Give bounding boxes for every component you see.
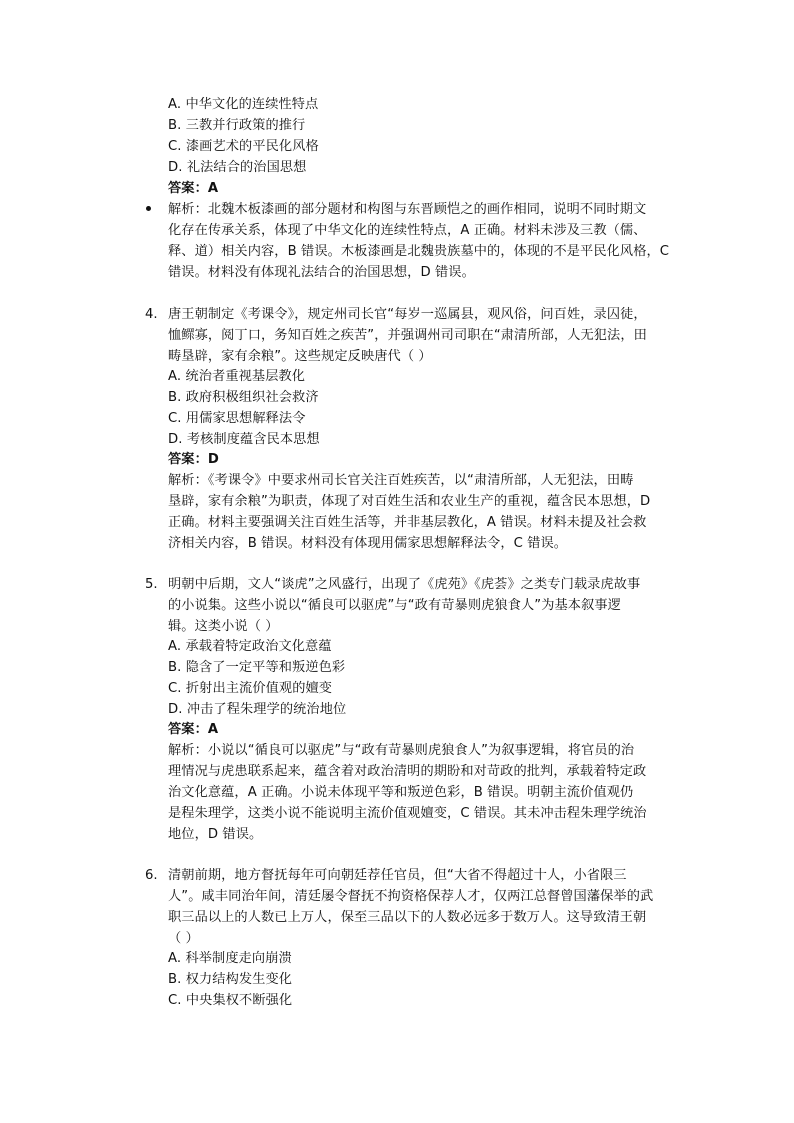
q4-stem-line: 畴垦辟，家有余粮”。这些规定反映唐代（ ） xyxy=(168,349,432,364)
q6-stem-line: （ ） xyxy=(168,931,199,946)
q3-option-b: B. 三教并行政策的推行 xyxy=(168,118,306,133)
q3-option-c: C. 漆画艺术的平民化风格 xyxy=(168,139,319,154)
q5-analysis-line: 是程朱理学，这类小说不能说明主流价值观嬗变，C 错误。其未冲击程朱理学统治 xyxy=(168,806,647,821)
q5-option-d: D. 冲击了程朱理学的统治地位 xyxy=(168,702,347,717)
q4-stem-line: 恤鳏寡，阅丁口，务知百姓之疾苦”，并强调州司司职在“肃清所部，人无犯法，田 xyxy=(168,328,647,343)
q4-option-b: B. 政府积极组织社会救济 xyxy=(168,390,319,405)
q3-analysis-line: 错误。材料没有体现礼法结合的治国思想，D 错误。 xyxy=(168,265,475,280)
q5-analysis-line: 地位，D 错误。 xyxy=(168,827,263,842)
q6-option-b: B. 权力结构发生变化 xyxy=(168,972,293,987)
q6-number: 6. xyxy=(145,868,158,883)
q5-analysis-line: 治文化意蕴，A 正确。小说未体现平等和叛逆色彩，B 错误。明朝主流价值观仍 xyxy=(168,785,634,800)
q3-analysis-line: 化存在传承关系，体现了中华文化的连续性特点，A 正确。材料未涉及三教（儒、 xyxy=(168,223,647,238)
q6-stem-line: 清朝前期，地方督抚每年可向朝廷荐任官员，但“大省不得超过十人，小省限三 xyxy=(168,868,627,883)
q3-answer: 答案：A xyxy=(168,181,219,196)
q5-option-a: A. 承载着特定政治文化意蕴 xyxy=(168,639,332,654)
q5-option-c: C. 折射出主流价值观的嬗变 xyxy=(168,681,333,696)
q4-analysis-line: 垦辟，家有余粮”为职责，体现了对百姓生活和农业生产的重视，蕴含民本思想，D xyxy=(168,494,651,509)
q6-option-a: A. 科举制度走向崩溃 xyxy=(168,951,292,966)
q4-answer: 答案：D xyxy=(168,452,219,467)
q4-option-c: C. 用儒家思想解释法令 xyxy=(168,411,306,426)
q5-stem-line: 明朝中后期，文人“谈虎”之风盛行，出现了《虎苑》《虎荟》之类专门载录虎故事 xyxy=(168,577,641,592)
q6-option-c: C. 中央集权不断强化 xyxy=(168,993,293,1008)
q5-analysis-line: 解析：小说以“循良可以驱虎”与“政有苛暴则虎狼食人”为叙事逻辑，将官员的治 xyxy=(168,743,635,758)
q5-option-b: B. 隐含了一定平等和叛逆色彩 xyxy=(168,660,346,675)
q6-stem-line: 职三品以上的人数已上万人，保至三品以下的人数必远多于数万人。这导致清王朝 xyxy=(168,910,647,925)
q4-option-d: D. 考核制度蕴含民本思想 xyxy=(168,432,320,447)
q4-analysis-line: 济相关内容，B 错误。材料没有体现用儒家思想解释法令，C 错误。 xyxy=(168,536,568,551)
q4-analysis-line: 解析：《考课令》中要求州司长官关注百姓疾苦，以“肃清所部，人无犯法，田畴 xyxy=(168,473,634,488)
q5-answer: 答案：A xyxy=(168,722,219,737)
q4-option-a: A. 统治者重视基层教化 xyxy=(168,369,306,384)
q5-stem-line: 辑。这类小说（ ） xyxy=(168,619,279,634)
q3-analysis-line: 释、道）相关内容，B 错误。木板漆画是北魏贵族墓中的，体现的不是平民化风格，C xyxy=(168,244,670,259)
q4-stem-line: 唐王朝制定《考课令》，规定州司长官“每岁一巡属县，观风俗，问百姓，录囚徒， xyxy=(168,307,647,322)
q4-number: 4. xyxy=(145,307,158,322)
q3-option-d: D. 礼法结合的治国思想 xyxy=(168,160,307,175)
q5-analysis-line: 理情况与虎患联系起来，蕴含着对政治清明的期盼和对苛政的批判，承载着特定政 xyxy=(168,764,647,779)
bullet-icon xyxy=(146,206,151,211)
q5-stem-line: 的小说集。这些小说以“循良可以驱虎”与“政有苛暴则虎狼食人”为基本叙事逻 xyxy=(168,598,621,613)
q5-number: 5. xyxy=(145,577,158,592)
q3-option-a: A. 中华文化的连续性特点 xyxy=(168,97,319,112)
q4-analysis-line: 正确。材料主要强调关注百姓生活等，并非基层教化，A 错误。材料未提及社会救 xyxy=(168,515,647,530)
q6-stem-line: 人”。咸丰同治年间，清廷屡令督抚不拘资格保荐人才，仅两江总督曾国藩保举的武 xyxy=(168,889,654,904)
q3-analysis-line: 解析：北魏木板漆画的部分题材和构图与东晋顾恺之的画作相同，说明不同时期文 xyxy=(168,202,647,217)
